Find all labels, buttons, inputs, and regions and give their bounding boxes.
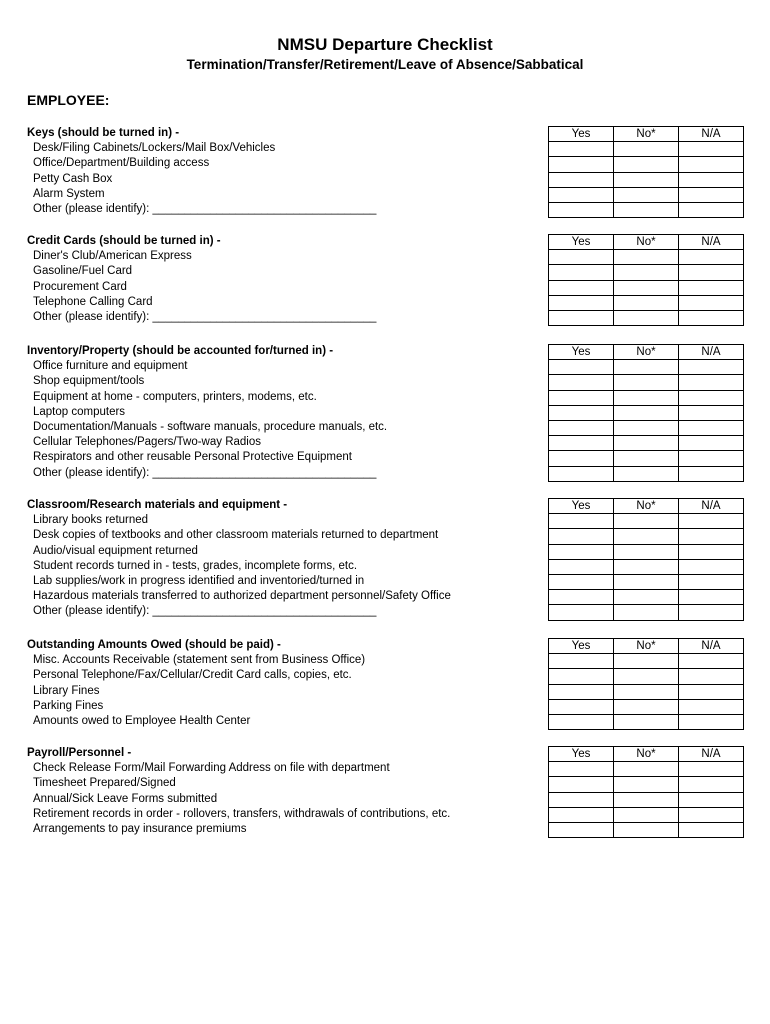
answer-cell[interactable] xyxy=(614,436,679,451)
answer-cell[interactable] xyxy=(549,807,614,822)
answer-cell[interactable] xyxy=(679,142,744,157)
answer-cell[interactable] xyxy=(679,529,744,544)
answer-cell[interactable] xyxy=(549,280,614,295)
grid-row xyxy=(549,466,744,481)
answer-cell[interactable] xyxy=(679,669,744,684)
answer-cell[interactable] xyxy=(679,514,744,529)
answer-cell[interactable] xyxy=(679,466,744,481)
checklist-item: Audio/visual equipment returned xyxy=(33,544,198,557)
answer-cell[interactable] xyxy=(614,699,679,714)
grid-row xyxy=(549,310,744,325)
answer-cell[interactable] xyxy=(614,142,679,157)
grid-row xyxy=(549,605,744,620)
answer-cell[interactable] xyxy=(614,202,679,217)
grid-row xyxy=(549,777,744,792)
grid-row xyxy=(549,250,744,265)
grid-header-cell: N/A xyxy=(679,639,744,654)
grid-header-cell: N/A xyxy=(679,345,744,360)
answer-cell[interactable] xyxy=(614,375,679,390)
grid-row xyxy=(549,405,744,420)
answer-cell[interactable] xyxy=(614,187,679,202)
answer-cell[interactable] xyxy=(679,172,744,187)
answer-grid xyxy=(548,126,744,218)
grid-header-cell: No* xyxy=(614,639,679,654)
grid-header-cell: N/A xyxy=(679,499,744,514)
answer-cell[interactable] xyxy=(614,265,679,280)
grid-row xyxy=(549,265,744,280)
answer-cell[interactable] xyxy=(549,699,614,714)
grid-row xyxy=(549,807,744,822)
answer-cell[interactable] xyxy=(549,157,614,172)
checklist-item: Cellular Telephones/Pagers/Two-way Radios xyxy=(33,436,261,449)
answer-cell[interactable] xyxy=(614,762,679,777)
answer-cell[interactable] xyxy=(614,295,679,310)
checklist-item: Student records turned in - tests, grades, incomplete forms, etc. xyxy=(33,559,358,572)
checklist-item: Desk copies of textbooks and other classroom materials returned to department xyxy=(33,529,439,542)
checklist-item: Telephone Calling Card xyxy=(33,295,153,308)
grid-header-cell: No* xyxy=(614,747,679,762)
answer-cell[interactable] xyxy=(614,807,679,822)
answer-grid xyxy=(548,344,744,482)
answer-cell[interactable] xyxy=(614,590,679,605)
grid-row xyxy=(549,669,744,684)
answer-cell[interactable] xyxy=(549,310,614,325)
answer-cell[interactable] xyxy=(549,529,614,544)
grid-header-cell: No* xyxy=(614,235,679,250)
page-subtitle: Termination/Transfer/Retirement/Leave of Absence/Sabbatical xyxy=(186,57,584,72)
section-heading: Outstanding Amounts Owed (should be paid) - xyxy=(27,639,281,651)
answer-cell[interactable] xyxy=(679,714,744,729)
answer-cell[interactable] xyxy=(549,466,614,481)
answer-cell[interactable] xyxy=(549,390,614,405)
answer-cell[interactable] xyxy=(549,544,614,559)
grid-row xyxy=(549,390,744,405)
checklist-item: Hazardous materials transferred to authorized department personnel/Safety Office xyxy=(33,590,451,603)
answer-cell[interactable] xyxy=(679,777,744,792)
checklist-item: Shop equipment/tools xyxy=(33,375,145,388)
section-heading: Inventory/Property (should be accounted for/turned in) - xyxy=(27,345,334,357)
grid-row xyxy=(549,280,744,295)
grid-row xyxy=(549,684,744,699)
answer-cell[interactable] xyxy=(679,590,744,605)
answer-cell[interactable] xyxy=(614,792,679,807)
page-title: NMSU Departure Checklist xyxy=(277,35,493,54)
answer-cell[interactable] xyxy=(549,172,614,187)
answer-cell[interactable] xyxy=(679,280,744,295)
grid-row xyxy=(549,574,744,589)
grid-row xyxy=(549,559,744,574)
answer-cell[interactable] xyxy=(549,202,614,217)
checklist-item: Personal Telephone/Fax/Cellular/Credit Card calls, copies, etc. xyxy=(33,669,352,682)
answer-cell[interactable] xyxy=(549,420,614,435)
checklist-item: Other (please identify): ___________________________________ xyxy=(33,605,377,618)
answer-cell[interactable] xyxy=(549,295,614,310)
answer-cell[interactable] xyxy=(549,187,614,202)
answer-cell[interactable] xyxy=(549,250,614,265)
checklist-item: Diner's Club/American Express xyxy=(33,250,192,263)
answer-cell[interactable] xyxy=(679,762,744,777)
answer-cell[interactable] xyxy=(679,436,744,451)
grid-header-cell: N/A xyxy=(679,127,744,142)
answer-cell[interactable] xyxy=(614,605,679,620)
answer-cell[interactable] xyxy=(679,405,744,420)
grid-row xyxy=(549,202,744,217)
answer-cell[interactable] xyxy=(679,295,744,310)
grid-row xyxy=(549,360,744,375)
grid-header-cell: N/A xyxy=(679,747,744,762)
checklist-item: Check Release Form/Mail Forwarding Address on file with department xyxy=(33,762,390,775)
employee-label: EMPLOYEE: xyxy=(27,92,110,108)
grid-row xyxy=(549,157,744,172)
answer-cell[interactable] xyxy=(614,544,679,559)
checklist-item: Other (please identify): ___________________________________ xyxy=(33,203,377,215)
checklist-item: Office/Department/Building access xyxy=(33,157,210,170)
grid-row xyxy=(549,436,744,451)
answer-cell[interactable] xyxy=(614,714,679,729)
answer-cell[interactable] xyxy=(679,807,744,822)
checklist-item: Parking Fines xyxy=(33,699,104,712)
answer-cell[interactable] xyxy=(549,405,614,420)
answer-cell[interactable] xyxy=(679,375,744,390)
grid-header-cell: Yes xyxy=(549,499,614,514)
answer-cell[interactable] xyxy=(679,360,744,375)
grid-row xyxy=(549,714,744,729)
grid-row xyxy=(549,792,744,807)
answer-cell[interactable] xyxy=(679,559,744,574)
checklist-item: Lab supplies/work in progress identified and inventoried/turned in xyxy=(33,575,365,587)
answer-cell[interactable] xyxy=(614,654,679,669)
answer-cell[interactable] xyxy=(549,792,614,807)
answer-cell[interactable] xyxy=(549,142,614,157)
grid-row xyxy=(549,187,744,202)
checklist-item: Other (please identify): ___________________________________ xyxy=(33,311,377,323)
answer-cell[interactable] xyxy=(679,822,744,837)
answer-cell[interactable] xyxy=(549,514,614,529)
grid-header-cell: No* xyxy=(614,127,679,142)
answer-cell[interactable] xyxy=(679,310,744,325)
grid-header-cell: Yes xyxy=(549,235,614,250)
answer-cell[interactable] xyxy=(549,451,614,466)
checklist-item: Equipment at home - computers, printers, modems, etc. xyxy=(33,390,317,403)
grid-header-cell: Yes xyxy=(549,747,614,762)
answer-cell[interactable] xyxy=(549,590,614,605)
answer-cell[interactable] xyxy=(679,544,744,559)
grid-row xyxy=(549,654,744,669)
grid-row xyxy=(549,529,744,544)
grid-header-cell: No* xyxy=(614,499,679,514)
grid-row xyxy=(549,420,744,435)
checklist-item: Laptop computers xyxy=(33,405,126,418)
checklist-item: Procurement Card xyxy=(33,280,127,293)
section-heading: Keys (should be turned in) - xyxy=(27,127,180,139)
grid-header-cell: No* xyxy=(614,345,679,360)
answer-cell[interactable] xyxy=(549,762,614,777)
answer-cell[interactable] xyxy=(614,250,679,265)
answer-cell[interactable] xyxy=(549,605,614,620)
answer-cell[interactable] xyxy=(679,157,744,172)
checklist-item: Amounts owed to Employee Health Center xyxy=(33,715,251,727)
grid-header-cell: Yes xyxy=(549,639,614,654)
answer-cell[interactable] xyxy=(679,265,744,280)
answer-cell[interactable] xyxy=(679,792,744,807)
answer-cell[interactable] xyxy=(614,529,679,544)
checklist-item: Other (please identify): ___________________________________ xyxy=(33,466,377,479)
answer-cell[interactable] xyxy=(679,420,744,435)
grid-header-cell: Yes xyxy=(549,345,614,360)
checklist-item: Retirement records in order - rollovers, transfers, withdrawals of contributions, etc. xyxy=(33,807,451,820)
grid-row xyxy=(549,375,744,390)
answer-cell[interactable] xyxy=(614,559,679,574)
answer-cell[interactable] xyxy=(549,436,614,451)
checklist-item: Desk/Filing Cabinets/Lockers/Mail Box/Vehicles xyxy=(33,142,276,155)
answer-cell[interactable] xyxy=(614,822,679,837)
answer-cell[interactable] xyxy=(614,514,679,529)
answer-cell[interactable] xyxy=(614,172,679,187)
grid-row xyxy=(549,295,744,310)
answer-cell[interactable] xyxy=(614,360,679,375)
checklist-item: Arrangements to pay insurance premiums xyxy=(33,823,247,835)
answer-grid xyxy=(548,638,744,730)
answer-cell[interactable] xyxy=(549,669,614,684)
answer-grid xyxy=(548,234,744,326)
answer-cell[interactable] xyxy=(679,654,744,669)
checklist-item: Library Fines xyxy=(33,684,100,697)
answer-cell[interactable] xyxy=(549,714,614,729)
checklist-item: Documentation/Manuals - software manuals, procedure manuals, etc. xyxy=(33,421,388,433)
answer-cell[interactable] xyxy=(679,250,744,265)
section-heading: Payroll/Personnel - xyxy=(27,747,132,759)
answer-cell[interactable] xyxy=(614,310,679,325)
checklist-item: Respirators and other reusable Personal Protective Equipment xyxy=(33,451,352,464)
checklist-item: Library books returned xyxy=(33,514,149,527)
answer-cell[interactable] xyxy=(679,451,744,466)
answer-grid xyxy=(548,746,744,838)
section-heading: Classroom/Research materials and equipment - xyxy=(27,499,288,511)
answer-cell[interactable] xyxy=(549,777,614,792)
answer-cell[interactable] xyxy=(549,574,614,589)
answer-cell[interactable] xyxy=(614,420,679,435)
answer-cell[interactable] xyxy=(614,574,679,589)
answer-cell[interactable] xyxy=(549,375,614,390)
answer-cell[interactable] xyxy=(614,777,679,792)
checklist-item: Annual/Sick Leave Forms submitted xyxy=(33,792,218,805)
answer-cell[interactable] xyxy=(679,699,744,714)
answer-cell[interactable] xyxy=(614,451,679,466)
grid-header-cell: N/A xyxy=(679,235,744,250)
answer-cell[interactable] xyxy=(614,157,679,172)
grid-row xyxy=(549,514,744,529)
answer-cell[interactable] xyxy=(549,684,614,699)
checklist-item: Misc. Accounts Receivable (statement sent from Business Office) xyxy=(33,654,366,667)
grid-row xyxy=(549,172,744,187)
answer-cell[interactable] xyxy=(679,202,744,217)
answer-cell[interactable] xyxy=(549,265,614,280)
answer-cell[interactable] xyxy=(679,684,744,699)
answer-cell[interactable] xyxy=(614,684,679,699)
answer-cell[interactable] xyxy=(679,605,744,620)
answer-cell[interactable] xyxy=(614,669,679,684)
grid-row xyxy=(549,142,744,157)
grid-row xyxy=(549,590,744,605)
answer-cell[interactable] xyxy=(549,654,614,669)
grid-row xyxy=(549,822,744,837)
answer-cell[interactable] xyxy=(614,405,679,420)
answer-cell[interactable] xyxy=(679,187,744,202)
checklist-item: Alarm System xyxy=(33,187,105,200)
answer-grid xyxy=(548,498,744,621)
checklist-item: Petty Cash Box xyxy=(33,172,113,185)
answer-cell[interactable] xyxy=(614,390,679,405)
grid-row xyxy=(549,544,744,559)
answer-cell[interactable] xyxy=(614,280,679,295)
checklist-item: Gasoline/Fuel Card xyxy=(33,265,133,278)
answer-cell[interactable] xyxy=(549,360,614,375)
answer-cell[interactable] xyxy=(679,390,744,405)
grid-row xyxy=(549,451,744,466)
answer-cell[interactable] xyxy=(679,574,744,589)
answer-cell[interactable] xyxy=(549,822,614,837)
grid-row xyxy=(549,762,744,777)
section-heading: Credit Cards (should be turned in) - xyxy=(27,235,221,247)
answer-cell[interactable] xyxy=(614,466,679,481)
answer-cell[interactable] xyxy=(549,559,614,574)
grid-header-cell: Yes xyxy=(549,127,614,142)
checklist-item: Office furniture and equipment xyxy=(33,360,188,373)
checklist-item: Timesheet Prepared/Signed xyxy=(33,777,176,790)
grid-row xyxy=(549,699,744,714)
